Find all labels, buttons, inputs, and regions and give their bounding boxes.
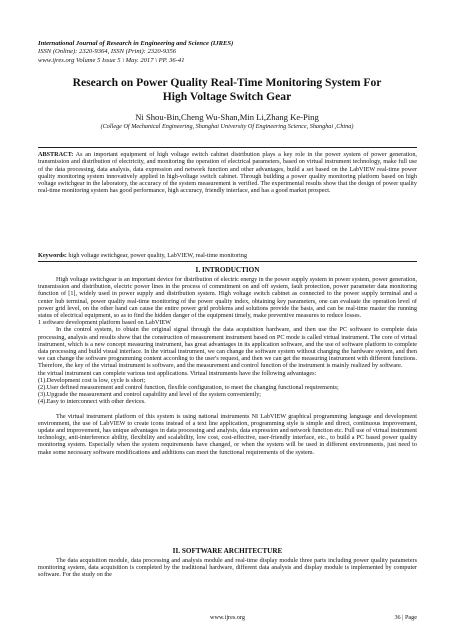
footer-page-number: 36 | Page — [394, 614, 417, 621]
intro-paragraph-2: In the control system, to obtain the original signal through the data acquisition hardware, and then use the PC software to complete data processing, analysis and results show that the construction of measurement instrument based on PC mode is called virtual instrument. The core of virtual instrument, which is a new concept measuring instrument, has great advantages in its application software, and the use of software platform to complete data processing and build visual interface. In the virtual instrument, we can change the software system without changing the hardware system, and then we can change the software programming content according to the user's request, and then we can get the measuring instrument with different functions. Therefore, the key of the virtual instrument is software, and the measurement and control function of the instrument is mainly realized by software. — [38, 326, 417, 370]
intro-paragraph-4: The virtual instrument platform of this system is using national instruments NI LabVIEW graphical programming language and development environment, the use of LabVIEW to create icons instead of a text line application, programming style is simple and direct, continuous improvement, update and improvement, has unique advantages in data processing and analysis, data expression and network function etc. Full use of virtual instrument technology, anti-interference ability, flexibility and scalability, low cost, cost-effective, user-friendly interface, etc., to build a PC based power quality monitoring system. Especially when the system requirements have changed, or when the system will be used in different environments, just need to make some necessary software modifications and additions can meet the functional requirements of the system. — [38, 412, 417, 456]
intro-paragraph-1: High voltage switchgear is an important device for distribution of electric energy in the power supply system in power system, power generation, transmission and distribution, electric power lines in the process of commitment on and off system, fault protection, power parameter data monitoring function of [1], widely used in power supply and distribution system. High voltage switch cabinet as connected to the power supply terminal and a center hub terminal, power quality real-time monitoring of the power quality index, obtaining key parameters, one can evaluate the operation level of power grid level, on the other hand can cause the entire power grid problems and solutions provide the basis, and can be real-time master the running status of electrical equipment, so as to find the hidden danger of the equipment timely, make preventive measures to reduce losses. — [38, 276, 417, 320]
journal-name: International Journal of Research in Engineering and Science (IJRES) — [38, 40, 234, 47]
architecture-paragraph-1: The data acquisition module, data processing and analysis module and real-time display module three parts including power quality parameters monitoring system, data acquisition is completed by the traditional hardware, different data analysis and display module is implemented by computer software. For the study on the — [38, 557, 417, 579]
paper-title-line-1: Research on Power Quality Real-Time Monitoring System For — [72, 76, 382, 89]
keywords-label: Keywords: — [38, 252, 67, 259]
keywords-text: high voltage switchgear, power quality, LabVIEW, real-time monitoring — [68, 252, 247, 259]
paper-title — [44, 76, 410, 105]
section-heading-software-architecture: II. SOFTWARE ARCHITECTURE — [172, 547, 283, 555]
paper-authors: Ni Shou-Bin,Cheng Wu-Shan,Min Li,Zhang Ke-Ping — [135, 112, 319, 122]
journal-volume: www.ijres.org Volume 5 Issue 5 \ May. 2017 \ PP. 36-41 — [38, 56, 185, 64]
intro-paragraph-3: the virtual instrument can complete various test applications. Virtual instruments have the following advantages: — [38, 369, 317, 377]
advantage-item-2: (2).User defined measurement and control function, flexible configuration, to meet the changing functional requirements; — [38, 384, 339, 392]
paper-affiliation: (College Of Mechanical Engineering, Shanghai University Of Engineering Science, Shanghai ,China) — [100, 123, 354, 130]
abstract-top-rule — [38, 147, 417, 148]
software-architecture-body — [38, 557, 417, 579]
journal-issn: ISSN (Online): 2320-9364, ISSN (Print): 2320-9356 — [38, 48, 177, 56]
section-heading-introduction: I. INTRODUCTION — [195, 266, 260, 274]
journal-header — [38, 40, 418, 65]
intro-subheading: 1 software development platform based on LabVIEW — [38, 319, 171, 327]
advantage-item-3: (3).Upgrade the measurement and control capability and level of the system conveniently; — [38, 391, 262, 399]
paper-title-line-2: High Voltage Switch Gear — [162, 90, 292, 104]
advantage-item-1: (1).Development cost is low, cycle is short; — [38, 376, 146, 384]
introduction-body — [38, 276, 417, 456]
footer-url: www.ijres.org — [210, 614, 245, 621]
advantage-item-4: (4).Easy to interconnect with other devices. — [38, 398, 146, 406]
abstract-text: As an important equipment of high voltage switch cabinet distribution plays a key role in the power system of power generation, transmission and distribution of electricity, and monitoring the operation of electrical parameters, based on virtual instrument technology, make full use of the data processing, data analysis, data expression and network function and other advantages, build a set based on the LabVIEW real-time power quality monitoring system innovatively applied in high-voltage switch cabinet. Through building a power quality monitoring platform based on high voltage switchgear in the laboratory, the accuracy of the system measurement is verified. The experimental results show that the design of power quality real-time monitoring system has good performance, high accuracy, friendly interface, and has a good market prospect. — [38, 151, 417, 195]
page-footer — [38, 614, 417, 624]
abstract-bottom-rule — [38, 261, 417, 262]
keywords-block — [38, 252, 417, 259]
abstract-block — [38, 151, 417, 195]
abstract-label: ABSTRACT: — [38, 151, 74, 158]
